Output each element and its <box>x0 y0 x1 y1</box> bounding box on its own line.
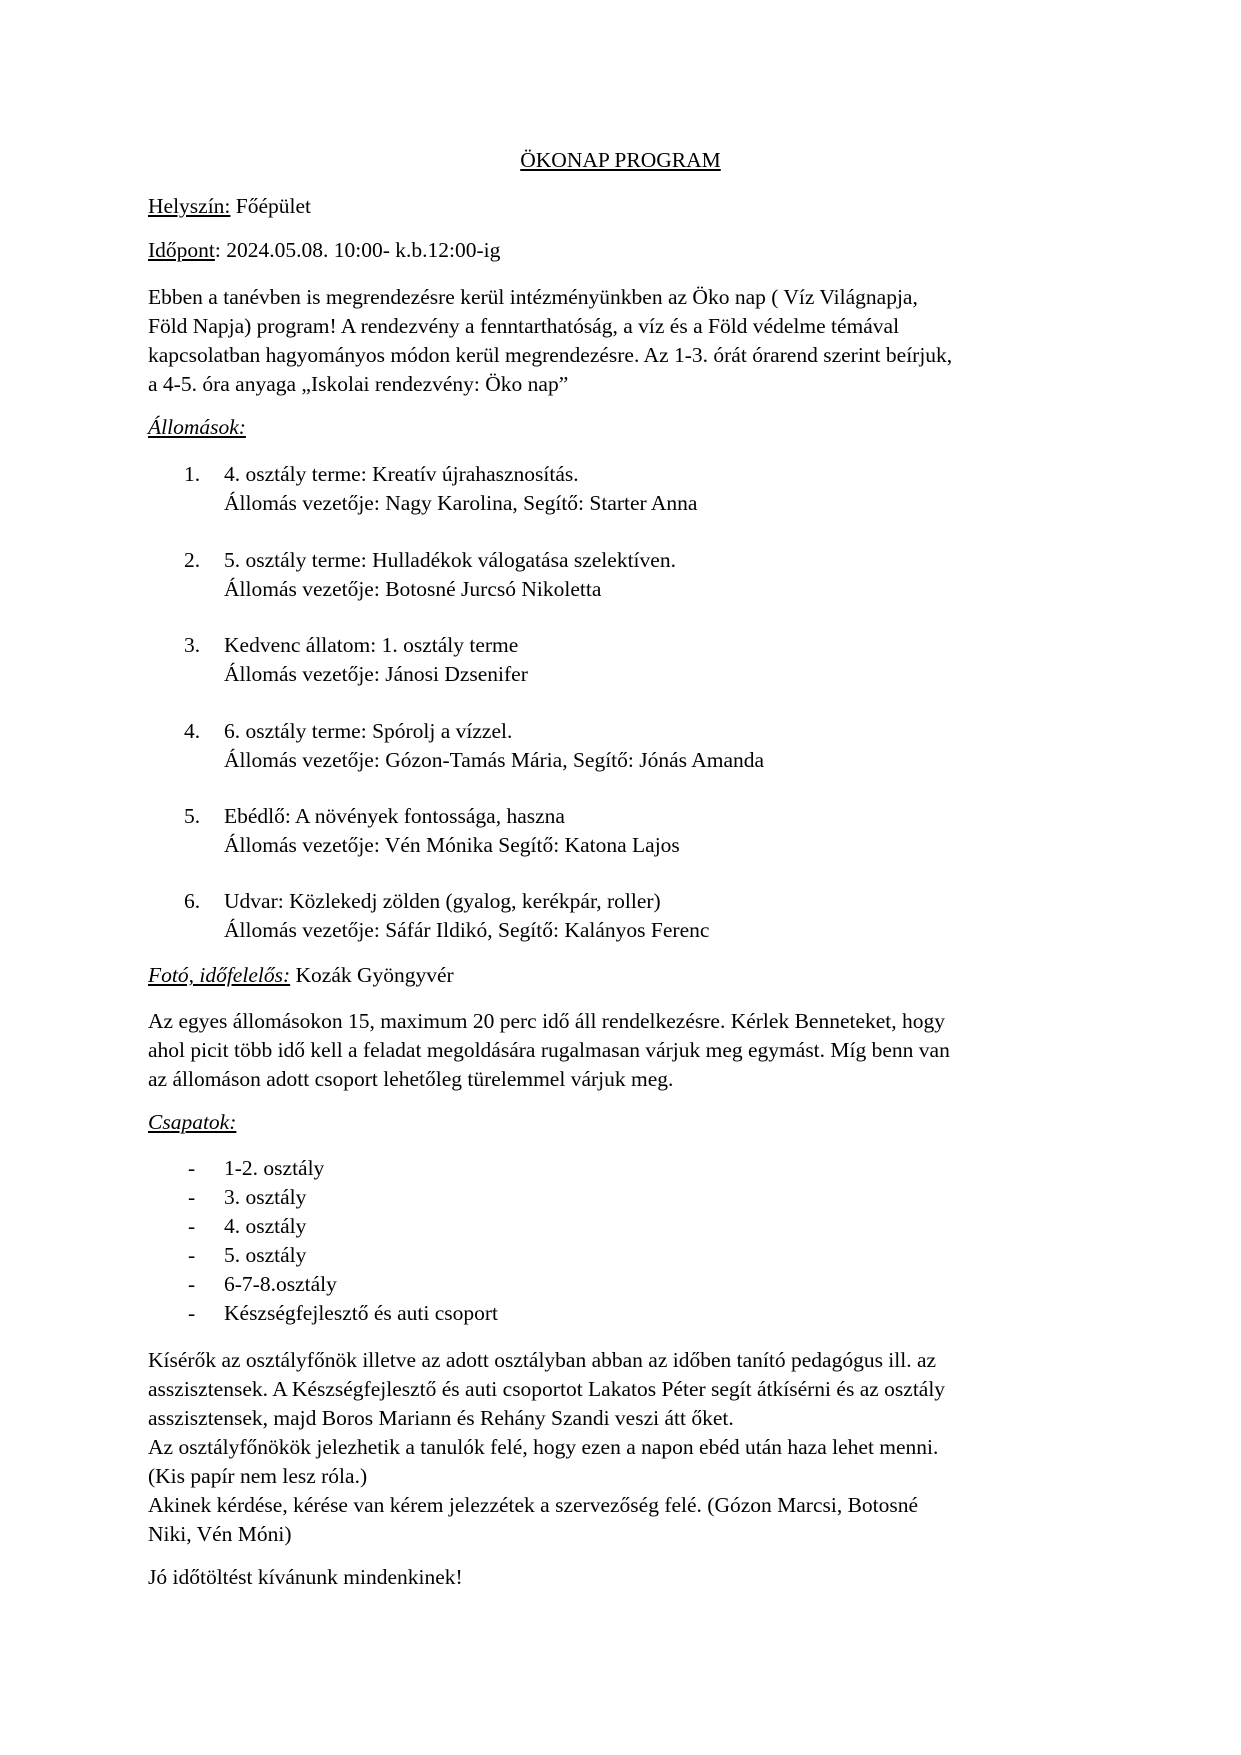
closing-paragraph <box>148 1346 1088 1549</box>
station-leader: Állomás vezetője: Gózon-Tamás Mária, Segítő: Jónás Amanda <box>224 748 765 772</box>
station-leader: Állomás vezetője: Nagy Karolina, Segítő: Starter Anna <box>224 491 698 515</box>
team-item: - 5. osztály <box>184 1241 884 1270</box>
photo-line <box>148 961 1088 990</box>
station-item <box>184 717 1084 775</box>
station-title: Ebédlő: A növények fontossága, haszna <box>224 804 565 828</box>
intro-paragraph <box>148 283 1088 399</box>
station-item <box>184 460 1084 518</box>
time-value: : 2024.05.08. 10:00- k.b.12:00-ig <box>214 238 501 262</box>
bullet-dash: - <box>188 1185 196 1209</box>
timing-line: Az egyes állomásokon 15, maximum 20 perc idő áll rendelkezésre. Kérlek Benneteket, hogy <box>148 1009 946 1033</box>
team-item: - 4. osztály <box>184 1212 884 1241</box>
station-item <box>184 546 1084 604</box>
closing-line: (Kis papír nem lesz róla.) <box>148 1464 368 1488</box>
station-leader: Állomás vezetője: Botosné Jurcsó Nikoletta <box>224 577 602 601</box>
bullet-dash: - <box>188 1301 196 1325</box>
location-value: Főépület <box>230 194 312 218</box>
team-item: - 6-7-8.osztály <box>184 1270 884 1299</box>
timing-paragraph <box>148 1007 1088 1094</box>
time-label: Időpont <box>148 238 215 262</box>
station-title: Udvar: Közlekedj zölden (gyalog, kerékpár, roller) <box>224 889 661 913</box>
location-line <box>148 192 1088 221</box>
station-leader: Állomás vezetője: Jánosi Dzsenifer <box>224 662 528 686</box>
timing-line: az állomáson adott csoport lehetőleg türelemmel várjuk meg. <box>148 1067 674 1091</box>
station-leader: Állomás vezetője: Sáfár Ildikó, Segítő: Kalányos Ferenc <box>224 918 710 942</box>
closing-line: Kísérők az osztályfőnök illetve az adott osztályban abban az időben tanító pedagógus ill. az <box>148 1348 937 1372</box>
closing-line: Az osztályfőnökök jelezhetik a tanulók felé, hogy ezen a napon ebéd után haza lehet menni. <box>148 1435 939 1459</box>
station-number: 4. <box>184 719 201 743</box>
station-number: 6. <box>184 889 201 913</box>
station-leader: Állomás vezetője: Vén Mónika Segítő: Katona Lajos <box>224 833 680 857</box>
intro-line: kapcsolatban hagyományos módon kerül megrendezésre. Az 1-3. órát órarend szerint beírjuk, <box>148 343 953 367</box>
station-number: 5. <box>184 804 201 828</box>
document-title: ÖKONAP PROGRAM <box>520 148 721 172</box>
timing-line: ahol picit több idő kell a feladat megoldására rugalmasan várjuk meg egymást. Míg benn van <box>148 1038 950 1062</box>
station-title: 6. osztály terme: Spórolj a vízzel. <box>224 719 513 743</box>
station-number: 2. <box>184 548 201 572</box>
bullet-dash: - <box>188 1272 196 1296</box>
closing-line: Niki, Vén Móni) <box>148 1522 292 1546</box>
station-item <box>184 802 1084 860</box>
station-title: 4. osztály terme: Kreatív újrahasznosítás. <box>224 462 579 486</box>
bullet-dash: - <box>188 1243 196 1267</box>
farewell-line: Jó időtöltést kívánunk mindenkinek! <box>148 1565 463 1589</box>
bullet-dash: - <box>188 1156 196 1180</box>
intro-line: Ebben a tanévben is megrendezésre kerül intézményünkben az Öko nap ( Víz Világnapja, <box>148 285 918 309</box>
station-title: 5. osztály terme: Hulladékok válogatása szelektíven. <box>224 548 676 572</box>
stations-heading: Állomások: <box>148 415 246 439</box>
photo-label: Fotó, időfelelős: <box>148 963 291 987</box>
closing-line: asszisztensek, majd Boros Mariann és Rehány Szandi veszi átt őket. <box>148 1406 734 1430</box>
station-number: 1. <box>184 462 201 486</box>
closing-line: asszisztensek. A Készségfejlesztő és auti csoportot Lakatos Péter segít átkísérni és az osztály <box>148 1377 946 1401</box>
teams-heading: Csapatok: <box>148 1110 237 1134</box>
team-item: - Készségfejlesztő és auti csoport <box>184 1299 884 1328</box>
station-number: 3. <box>184 633 201 657</box>
time-line <box>148 236 1088 265</box>
bullet-dash: - <box>188 1214 196 1238</box>
station-item <box>184 887 1084 945</box>
team-item: - 3. osztály <box>184 1183 884 1212</box>
photo-value: Kozák Gyöngyvér <box>290 963 454 987</box>
station-title: Kedvenc állatom: 1. osztály terme <box>224 633 519 657</box>
intro-line: Föld Napja) program! A rendezvény a fenntarthatóság, a víz és a Föld védelme témával <box>148 314 900 338</box>
station-item <box>184 631 1084 689</box>
location-label: Helyszín: <box>148 194 231 218</box>
team-item: - 1-2. osztály <box>184 1154 884 1183</box>
closing-line: Akinek kérdése, kérése van kérem jelezzétek a szervezőség felé. (Gózon Marcsi, Botosné <box>148 1493 919 1517</box>
intro-line: a 4-5. óra anyaga „Iskolai rendezvény: Öko nap” <box>148 372 569 396</box>
